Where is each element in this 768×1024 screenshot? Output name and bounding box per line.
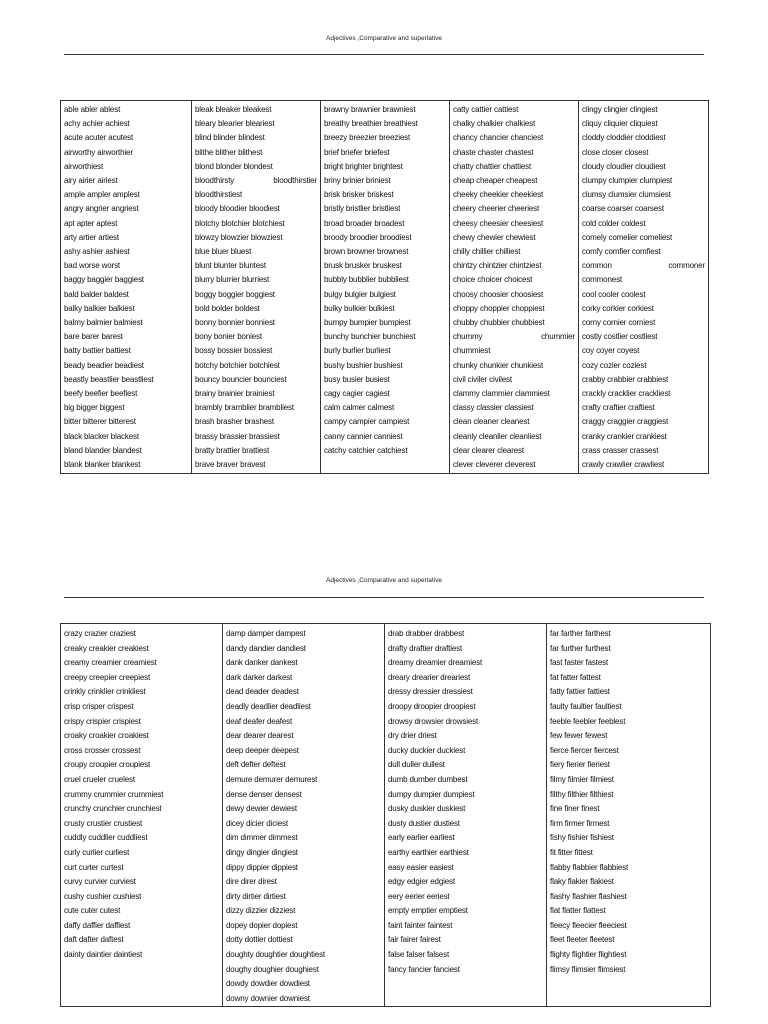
word-entry: clean cleaner cleanest xyxy=(453,417,530,427)
word-entry: few fewer fewest xyxy=(550,731,608,741)
word-entry: blue bluer bluest xyxy=(195,247,252,257)
word-entry: cute cuter cutest xyxy=(64,906,121,916)
word-entry: eery eerier eeriest xyxy=(388,891,450,901)
word-entry: cool cooler coolest xyxy=(582,289,646,299)
word-entry: crawly crawlier crawliest xyxy=(582,460,665,470)
page-title: Adjectives ,Comparative and superlative xyxy=(326,35,442,42)
word-entry: bold bolder boldest xyxy=(195,303,260,313)
word-entry: bleak bleaker bleakest xyxy=(195,105,272,114)
word-entry: bloodthirsty bloodthirstier xyxy=(195,176,317,186)
word-entry: fatty fattier fattiest xyxy=(550,687,610,697)
word-entry: filthy filthier filthiest xyxy=(550,789,614,799)
word-entry: edgy edgier edgiest xyxy=(388,877,455,887)
word-entry: far farther farthest xyxy=(550,629,611,638)
word-entry: briny brinier briniest xyxy=(324,176,391,186)
word-entry: balky balkier balkiest xyxy=(64,303,135,313)
word-entry: easy easier easiest xyxy=(388,862,454,872)
word-entry: boggy boggier boggiest xyxy=(195,289,275,299)
word-entry: croaky croakier croakiest xyxy=(64,731,149,741)
word-entry: craggy craggier craggiest xyxy=(582,417,669,427)
word-entry: dusky duskier duskiest xyxy=(388,804,466,814)
word-entry: balmy balmier balmiest xyxy=(64,318,143,328)
word-entry: flat flatter flattest xyxy=(550,906,606,916)
table-column xyxy=(579,101,709,474)
word-entry: big bigger biggest xyxy=(64,403,125,413)
word-entry: faint fainter faintest xyxy=(388,920,453,930)
word-entry: crunchy crunchier crunchiest xyxy=(64,804,162,814)
word-entry: brief briefer briefest xyxy=(324,147,390,157)
word-entry: brambly bramblier brambliest xyxy=(195,403,294,413)
word-entry: dainty daintier daintiest xyxy=(64,950,143,960)
word-entry: corky corkier corkiest xyxy=(582,303,654,313)
word-entry: crispy crispier crispiest xyxy=(64,716,141,726)
word-entry: choppy choppier choppiest xyxy=(453,303,545,313)
word-entry: coy coyer coyest xyxy=(582,346,640,356)
word-entry: broody broodier broodiest xyxy=(324,232,412,242)
word-entry: drowsy drowsier drowsiest xyxy=(388,716,479,726)
word-entry: catchy catchier catchiest xyxy=(324,445,408,455)
word-entry: crazy crazier craziest xyxy=(64,629,136,638)
word-entry: clear clearer clearest xyxy=(453,445,524,455)
word-entry: blotchy blotchier blotchiest xyxy=(195,218,285,228)
word-entry: dim dimmer dimmest xyxy=(226,833,298,843)
word-entry: early earlier earliest xyxy=(388,833,455,843)
word-entry: flabby flabbier flabbiest xyxy=(550,862,629,872)
word-entry: beefy beefier beefiest xyxy=(64,389,138,399)
adjectives-table xyxy=(60,623,711,1007)
word-entry: fierce fiercer fiercest xyxy=(550,745,619,755)
word-entry: damp damper dampest xyxy=(226,629,306,638)
word-entry: downy downier downiest xyxy=(226,993,310,1003)
word-entry: crackly cracklier crackliest xyxy=(582,389,671,399)
word-entry: chewy chewier chewiest xyxy=(453,232,536,242)
word-entry: doughty doughtier doughtiest xyxy=(226,950,325,960)
word-entry: blind blinder blindest xyxy=(195,133,265,143)
word-entry: clumpy clumpier clumpiest xyxy=(582,176,673,186)
word-entry: crass crasser crassest xyxy=(582,445,659,455)
word-entry: classy classier classiest xyxy=(453,403,534,413)
word-entry: brisk brisker briskest xyxy=(324,190,394,200)
word-entry: bulgy bulgier bulgiest xyxy=(324,289,396,299)
word-entry: close closer closest xyxy=(582,147,649,157)
word-entry: cleanly cleanlier cleanliest xyxy=(453,431,542,441)
word-entry: deaf deafer deafest xyxy=(226,716,293,726)
word-entry: cloddy cloddier cloddiest xyxy=(582,133,666,143)
word-entry: brawny brawnier brawniest xyxy=(324,105,416,114)
word-entry: blurry blurrier blurriest xyxy=(195,275,270,285)
word-entry: black blacker blackest xyxy=(64,431,139,441)
word-entry: cold colder coldest xyxy=(582,218,646,228)
word-entry: burly burlier burliest xyxy=(324,346,391,356)
word-entry: crisp crisper crispest xyxy=(64,701,134,711)
word-entry: coarse coarser coarsest xyxy=(582,204,664,214)
word-entry: crafty craftier craftiest xyxy=(582,403,655,413)
word-entry: chatty chattier chattiest xyxy=(453,161,532,171)
word-entry: daffy daffier daffiest xyxy=(64,920,131,930)
table-column xyxy=(192,101,321,474)
word-entry: far further furthest xyxy=(550,643,611,653)
word-entry: fair fairer fairest xyxy=(388,935,441,945)
word-entry: cliquy cliquier cliquiest xyxy=(582,119,658,129)
word-entry: cagy cagier cagiest xyxy=(324,389,390,399)
table-column xyxy=(547,624,711,1007)
word-entry: dumb dumber dumbest xyxy=(388,774,468,784)
word-entry: corny cornier corniest xyxy=(582,318,656,328)
word-entry: deep deeper deepest xyxy=(226,745,299,755)
word-entry: demure demurer demurest xyxy=(226,774,318,784)
word-entry: dirty dirtier dirtiest xyxy=(226,891,286,901)
word-entry: bare barer barest xyxy=(64,332,123,342)
word-entry: comely comelier comeliest xyxy=(582,232,673,242)
word-entry: blowzy blowzier blowziest xyxy=(195,232,283,242)
word-entry: ashy ashier ashiest xyxy=(64,247,130,257)
title-rule xyxy=(64,54,704,55)
page-title: Adjectives ,Comparative and superlative xyxy=(326,577,442,584)
word-entry: blunt blunter bluntest xyxy=(195,261,266,271)
word-entry: bright brighter brightest xyxy=(324,161,403,171)
word-entry: cheeky cheekier cheekiest xyxy=(453,190,544,200)
word-entry: botchy botchier botchiest xyxy=(195,360,280,370)
table-column xyxy=(450,101,579,474)
word-entry: cozy cozier coziest xyxy=(582,360,647,370)
word-entry: bald balder baldest xyxy=(64,289,129,299)
word-entry: bumpy bumpier bumpiest xyxy=(324,318,411,328)
word-entry: firm firmer firmest xyxy=(550,818,610,828)
word-entry: bloody bloodier bloodiest xyxy=(195,204,280,214)
word-entry: achy achier achiest xyxy=(64,119,130,129)
table-column xyxy=(385,624,547,1007)
word-entry: dopey dopier dopiest xyxy=(226,920,298,930)
word-entry: blond blonder blondest xyxy=(195,161,273,171)
word-entry: campy campier campiest xyxy=(324,417,410,427)
word-entry: dreamy dreamier dreamiest xyxy=(388,658,483,668)
word-entry: ample ampler amplest xyxy=(64,190,140,200)
word-entry: false falser falsest xyxy=(388,950,450,960)
word-entry: crinkly crinklier crinkliest xyxy=(64,687,146,697)
word-entry: bubbly bubblier bubbliest xyxy=(324,275,409,285)
word-entry: bloodthirstiest xyxy=(195,190,243,200)
word-entry: bouncy bouncier bounciest xyxy=(195,374,287,384)
word-entry: bitter bitterer bitterest xyxy=(64,417,136,427)
word-entry: curvy curvier curviest xyxy=(64,877,136,887)
word-entry: chancy chancier chanciest xyxy=(453,133,544,143)
word-entry: dire direr direst xyxy=(226,877,277,887)
word-entry: civil civiler civilest xyxy=(453,374,512,384)
word-entry: apt apter aptest xyxy=(64,218,118,228)
word-entry: choosy choosier choosiest xyxy=(453,289,544,299)
word-entry: filmy filmier filmiest xyxy=(550,774,614,784)
word-entry: curt curter curtest xyxy=(64,862,124,872)
word-entry: bulky bulkier bulkiest xyxy=(324,303,395,313)
word-entry: cushy cushier cushiest xyxy=(64,891,142,901)
word-entry: batty battier battiest xyxy=(64,346,131,356)
word-entry: cheesy cheesier cheesiest xyxy=(453,218,544,228)
word-entry: bossy bossier bossiest xyxy=(195,346,273,356)
word-entry: breathy breathier breathiest xyxy=(324,119,418,129)
word-entry: deft defter deftest xyxy=(226,760,286,770)
word-entry: droopy droopier droopiest xyxy=(388,701,476,711)
word-entry: comfy comfier comfiest xyxy=(582,247,661,257)
word-entry: angry angrier angriest xyxy=(64,204,139,214)
word-entry: bland blander blandest xyxy=(64,445,142,455)
word-entry: bristly bristlier bristliest xyxy=(324,204,401,214)
word-entry: feeble feebler feeblest xyxy=(550,716,626,726)
word-entry: fit fitter fittest xyxy=(550,847,593,857)
word-entry: crabby crabbier crabbiest xyxy=(582,374,669,384)
word-entry: creamy creamier creamiest xyxy=(64,658,157,668)
word-entry: chubby chubbier chubbiest xyxy=(453,318,545,328)
word-entry: drafty draftier draftiest xyxy=(388,643,463,653)
word-entry: brainy brainier brainiest xyxy=(195,389,275,399)
word-entry: faulty faultier faultiest xyxy=(550,701,622,711)
word-entry: dotty dottier dottiest xyxy=(226,935,293,945)
word-entry: drab drabber drabbest xyxy=(388,629,465,638)
word-entry: crummy crummier crummiest xyxy=(64,789,164,799)
word-entry: cheery cheerier cheeriest xyxy=(453,204,540,214)
word-entry: empty emptier emptiest xyxy=(388,906,468,916)
word-entry: chummy chummier xyxy=(453,332,575,342)
word-entry: busy busier busiest xyxy=(324,374,390,384)
word-entry: chintzy chintzier chintziest xyxy=(453,261,542,271)
word-entry: baggy baggier baggiest xyxy=(64,275,144,285)
word-entry: brusk brusker bruskest xyxy=(324,261,402,271)
word-entry: catty cattier cattiest xyxy=(453,105,519,114)
word-entry: brave braver bravest xyxy=(195,460,266,470)
word-entry: dry drier driest xyxy=(388,731,437,741)
word-entry: earthy earthier earthiest xyxy=(388,847,469,857)
word-entry: beastly beastlier beastliest xyxy=(64,374,154,384)
word-entry: beady beadier beadiest xyxy=(64,360,144,370)
word-entry: clingy clingier clingiest xyxy=(582,105,658,114)
word-entry: ducky duckier duckiest xyxy=(388,745,466,755)
word-entry: bleary blearier bleariest xyxy=(195,119,275,129)
table-column xyxy=(321,101,450,474)
word-entry: croupy croupier croupiest xyxy=(64,760,151,770)
word-entry: acute acuter acutest xyxy=(64,133,134,143)
word-entry: dizzy dizzier dizziest xyxy=(226,906,296,916)
word-entry: costly costlier costliest xyxy=(582,332,658,342)
title-rule xyxy=(64,597,704,598)
word-entry: bushy bushier bushiest xyxy=(324,360,403,370)
word-entry: chunky chunkier chunkiest xyxy=(453,360,544,370)
word-entry: cloudy cloudier cloudiest xyxy=(582,161,666,171)
word-entry: deadly deadlier deadliest xyxy=(226,701,311,711)
word-entry: dumpy dumpier dumpiest xyxy=(388,789,475,799)
word-entry: bunchy bunchier bunchiest xyxy=(324,332,416,342)
word-entry: dear dearer dearest xyxy=(226,731,294,741)
word-entry: dank danker dankest xyxy=(226,658,298,668)
word-entry: chaste chaster chastest xyxy=(453,147,534,157)
word-entry: dicey dicier diciest xyxy=(226,818,288,828)
word-entry: fishy fishier fishiest xyxy=(550,833,614,843)
word-entry: chummiest xyxy=(453,346,491,356)
word-entry: fleet fleeter fleetest xyxy=(550,935,615,945)
word-entry: airworthy airworthier xyxy=(64,147,133,157)
word-entry: commonest xyxy=(582,275,622,285)
word-entry: creaky creakier creakiest xyxy=(64,643,149,653)
word-entry: flashy flashier flashiest xyxy=(550,891,627,901)
word-entry: dreary drearier dreariest xyxy=(388,672,471,682)
table-column xyxy=(61,624,223,1007)
word-entry: fancy fancier fanciest xyxy=(388,964,460,974)
word-entry: brassy brassier brassiest xyxy=(195,431,280,441)
word-entry: broad broader broadest xyxy=(324,218,405,228)
word-entry: dressy dressier dressiest xyxy=(388,687,473,697)
word-entry: bony bonier boniest xyxy=(195,332,262,342)
word-entry: dusty dustier dustiest xyxy=(388,818,460,828)
word-entry: airworthiest xyxy=(64,161,104,171)
word-entry: clumsy clumsier clumsiest xyxy=(582,190,671,200)
word-entry: chalky chalkier chalkiest xyxy=(453,119,536,129)
word-entry: brown browner brownest xyxy=(324,247,409,257)
word-entry: cheap cheaper cheapest xyxy=(453,176,538,186)
word-entry: choice choicer choicest xyxy=(453,275,533,285)
word-entry: brash brasher brashest xyxy=(195,417,274,427)
word-entry: bad worse worst xyxy=(64,261,120,271)
word-entry: dingy dingier dingiest xyxy=(226,847,298,857)
word-entry: bonny bonnier bonniest xyxy=(195,318,275,328)
word-entry: blithe blither blithest xyxy=(195,147,263,157)
word-entry: curly curlier curliest xyxy=(64,847,130,857)
word-entry: dull duller dullest xyxy=(388,760,445,770)
word-entry: dippy dippier dippiest xyxy=(226,862,298,872)
word-entry: creepy creepier creepiest xyxy=(64,672,151,682)
table-column xyxy=(61,101,192,474)
word-entry: flimsy flimsier flimsiest xyxy=(550,964,626,974)
adjectives-table xyxy=(60,100,709,474)
word-entry: chilly chillier chilliest xyxy=(453,247,521,257)
word-entry: dead deader deadest xyxy=(226,687,299,697)
word-entry: airy airier airiest xyxy=(64,176,118,186)
word-entry: fast faster fastest xyxy=(550,658,609,668)
word-entry: common commoner xyxy=(582,261,705,271)
word-entry: able abler ablest xyxy=(64,105,121,114)
word-entry: dowdy dowdier dowdiest xyxy=(226,979,310,989)
word-entry: flaky flakier flakiest xyxy=(550,877,614,887)
word-entry: bratty brattier brattiest xyxy=(195,445,270,455)
word-entry: fat fatter fattest xyxy=(550,672,601,682)
word-entry: clever cleverer cleverest xyxy=(453,460,536,470)
word-entry: daft dafter daftest xyxy=(64,935,124,945)
word-entry: fine finer finest xyxy=(550,804,600,814)
table-column xyxy=(223,624,385,1007)
word-entry: cuddly cuddlier cuddliest xyxy=(64,833,148,843)
word-entry: dandy dandier dandiest xyxy=(226,643,306,653)
word-entry: dense denser densest xyxy=(226,789,302,799)
word-entry: crusty crustier crustiest xyxy=(64,818,143,828)
word-entry: fiery fierier fieriest xyxy=(550,760,610,770)
word-entry: fleecy fleecier fleeciest xyxy=(550,920,627,930)
word-entry: dewy dewier dewiest xyxy=(226,804,297,814)
word-entry: doughy doughier doughiest xyxy=(226,964,319,974)
word-entry: calm calmer calmest xyxy=(324,403,395,413)
word-entry: flighty flightier flightiest xyxy=(550,950,627,960)
word-entry: cross crosser crossest xyxy=(64,745,141,755)
word-entry: cranky crankier crankiest xyxy=(582,431,667,441)
word-entry: canny cannier canniest xyxy=(324,431,403,441)
word-entry: breezy breezier breeziest xyxy=(324,133,411,143)
word-entry: dark darker darkest xyxy=(226,672,293,682)
word-entry: cruel crueler cruelest xyxy=(64,774,135,784)
word-entry: blank blanker blankest xyxy=(64,460,141,470)
word-entry: clammy clammier clammiest xyxy=(453,389,550,399)
word-entry: arty artier artiest xyxy=(64,232,119,242)
